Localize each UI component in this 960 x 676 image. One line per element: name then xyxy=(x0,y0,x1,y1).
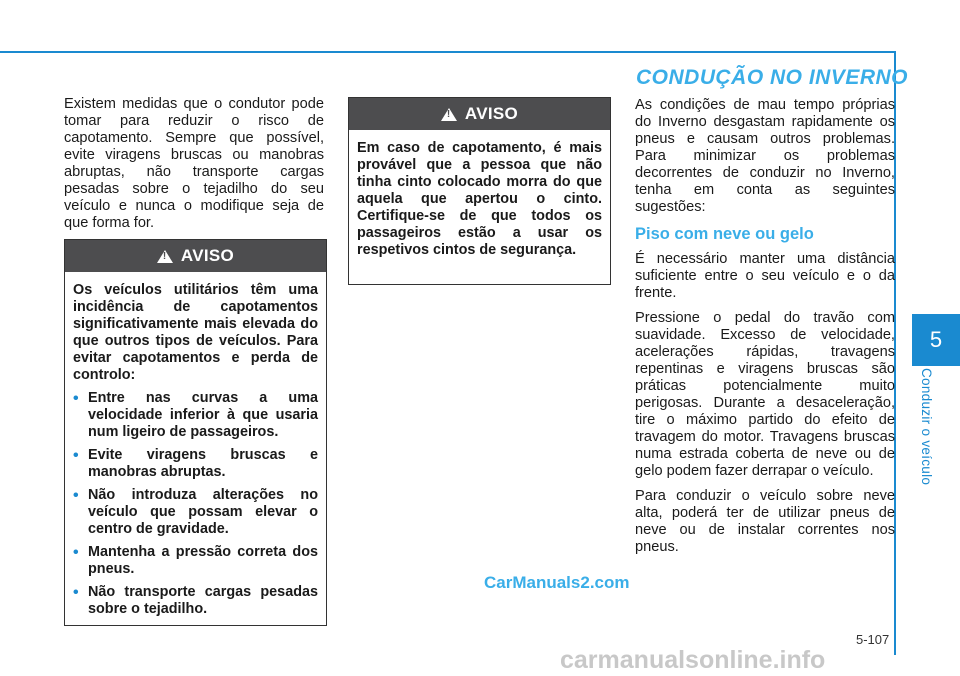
warning-box-left xyxy=(64,239,327,626)
warning-header-middle xyxy=(349,98,610,130)
chapter-title: Conduzir o veículo xyxy=(919,368,934,486)
warning-title-left: AVISO xyxy=(180,246,235,265)
warning-intro-left: Os veículos utilitários têm uma incidência de capotamentos significativamente mais elevada do que outros tipos de veículos. Para evitar capotamentos e perda de controlo: xyxy=(73,282,318,383)
right-subheading: Piso com neve ou gelo xyxy=(635,225,814,243)
warning-list-item: • Não transporte cargas pesadas sobre o tejadilho. xyxy=(73,584,318,618)
warning-header-left xyxy=(65,240,326,272)
warning-list-item: • Entre nas curvas a uma velocidade inferior à que usaria num ligeiro de passageiros. xyxy=(73,390,318,441)
page-number: 5-107 xyxy=(856,632,890,647)
right-paragraph: Para conduzir o veículo sobre neve alta, poderá ter de utilizar pneus de neve ou de instalar correntes nos pneus. xyxy=(635,488,895,555)
chapter-number-tab xyxy=(912,314,960,366)
warning-text-middle: Em caso de capotamento, é mais provável que a pessoa que não tinha cinto colocado morra do que aquela que apertou o cinto. Certifique-se de que todos os passageiros estão a usar os respetivos cintos de segurança. xyxy=(357,140,602,258)
warning-body-middle xyxy=(349,130,610,267)
warning-list-item: • Evite viragens bruscas e manobras abruptas. xyxy=(73,447,318,481)
right-paragraph: É necessário manter uma distância suficiente entre o seu veículo e o da frente. xyxy=(635,251,895,301)
warning-triangle-icon xyxy=(441,108,457,121)
watermark-top[interactable]: CarManuals2.com xyxy=(484,573,630,592)
warning-title-middle: AVISO xyxy=(464,104,519,123)
warning-box-middle xyxy=(348,97,611,285)
top-rule xyxy=(0,51,896,53)
right-column xyxy=(635,97,895,564)
watermark-bottom[interactable]: carmanualsonline.info xyxy=(560,646,826,674)
warning-list-left xyxy=(73,390,318,618)
left-intro-text: Existem medidas que o condutor pode tomar para reduzir o risco de capotamento. Sempre que possível, evite viragens bruscas ou manobras abruptas, não transporte cargas pesadas sobre o tejadilho do seu veículo e nunca o modifique seja de que forma for. xyxy=(64,96,324,231)
right-paragraph: Pressione o pedal do travão com suavidade. Excesso de velocidade, acelerações rápidas, travagens repentinas e viragens bruscas são práticas potencialmente muito perigosas. Durante a desaceleração, tire o máximo partido do efeito de travagem do motor. Travagens bruscas numa estrada coberta de neve ou de gelo podem fazer derrapar o veículo. xyxy=(635,310,895,479)
warning-body-left xyxy=(65,272,326,632)
left-intro-block xyxy=(64,96,324,240)
section-title: CONDUÇÃO NO INVERNO xyxy=(636,66,909,89)
right-intro-text: As condições de mau tempo próprias do Inverno desgastam rapidamente os pneus e causam outros problemas. Para minimizar os problemas decorrentes de conduzir no Inverno, tenha em conta as seguintes sugestões: xyxy=(635,97,895,215)
warning-list-item: • Mantenha a pressão correta dos pneus. xyxy=(73,544,318,578)
warning-list-item: • Não introduza alterações no veículo que possam elevar o centro de gravidade. xyxy=(73,487,318,538)
chapter-number: 5 xyxy=(929,327,943,352)
warning-triangle-icon xyxy=(157,250,173,263)
